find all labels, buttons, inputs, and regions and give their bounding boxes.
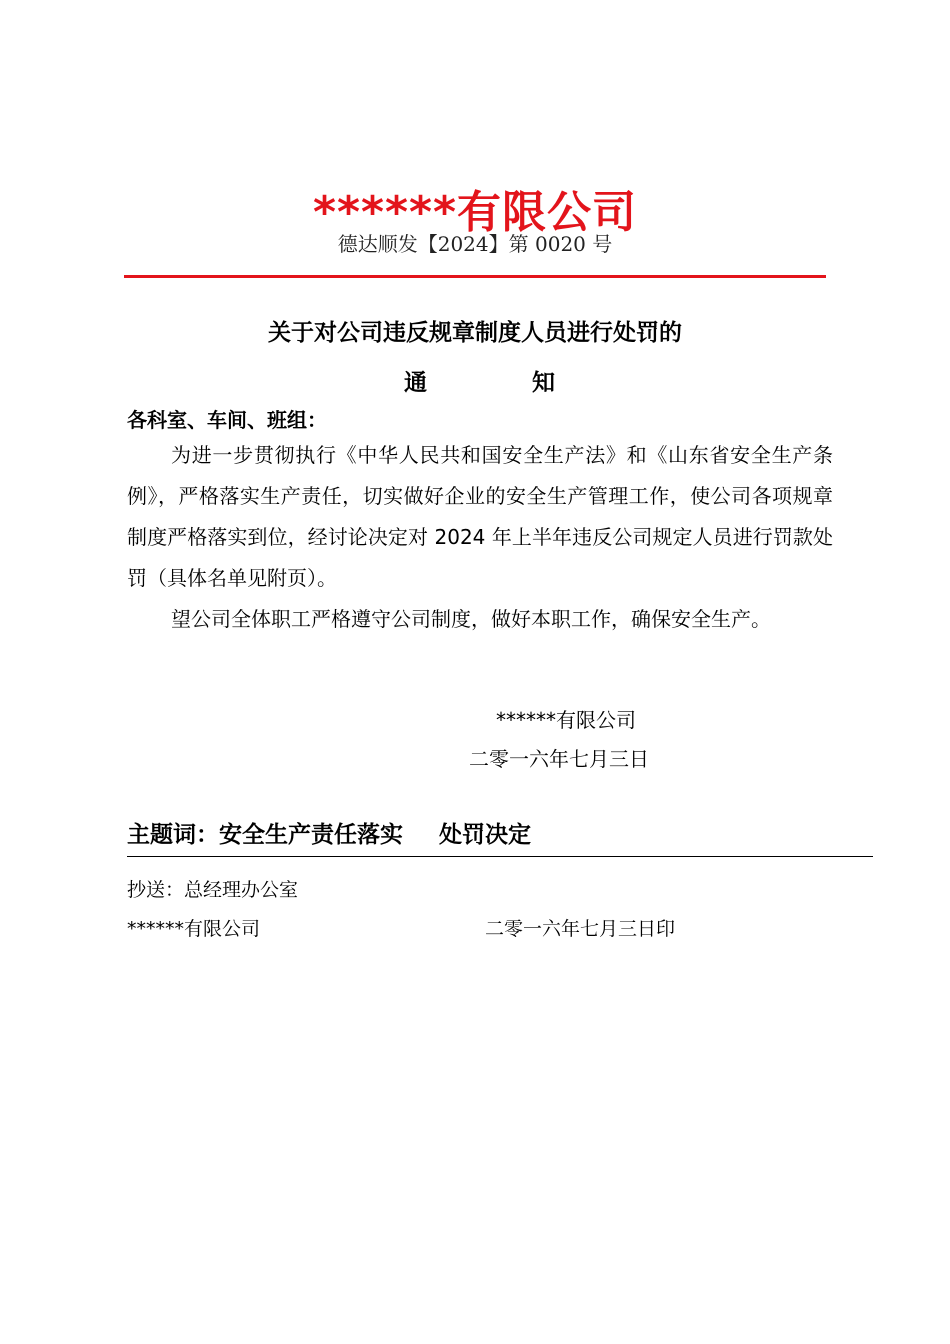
cc-line: 抄送：总经理办公室 bbox=[127, 879, 299, 901]
company-title: ******有限公司 bbox=[312, 187, 638, 238]
subject-label: 主题词：安全生产责任落实 bbox=[127, 822, 403, 848]
footer-divider bbox=[127, 856, 873, 857]
red-divider bbox=[124, 275, 826, 278]
subject-keyword: 处罚决定 bbox=[439, 822, 531, 848]
footer-company: ******有限公司 bbox=[127, 918, 261, 940]
notice-title: 关于对公司违反规章制度人员进行处罚的 bbox=[268, 320, 682, 346]
subject-line bbox=[127, 816, 531, 849]
notice-heading-char-2: 知 bbox=[532, 370, 555, 396]
addressee: 各科室、车间、班组： bbox=[127, 408, 327, 432]
body-paragraph-1: 为进一步贯彻执行《中华人民共和国安全生产法》和《山东省安全生产条例》，严格落实生产责任，切实做好企业的安全生产管理工作，使公司各项规章制度严格落实到位，经讨论决定对 2024 年上半年违反公司规定人员进行罚款处罚（具体名单见附页）。 bbox=[127, 443, 833, 590]
notice-heading-char-1: 通 bbox=[404, 370, 427, 396]
signature-date: 二零一六年七月三日 bbox=[469, 747, 649, 771]
document-number: 德达顺发【2024】第 0020 号 bbox=[337, 232, 613, 256]
signature-company: ******有限公司 bbox=[496, 708, 636, 732]
body-paragraph-2: 望公司全体职工严格遵守公司制度，做好本职工作，确保安全生产。 bbox=[171, 607, 771, 631]
footer-print-date: 二零一六年七月三日印 bbox=[485, 918, 676, 940]
